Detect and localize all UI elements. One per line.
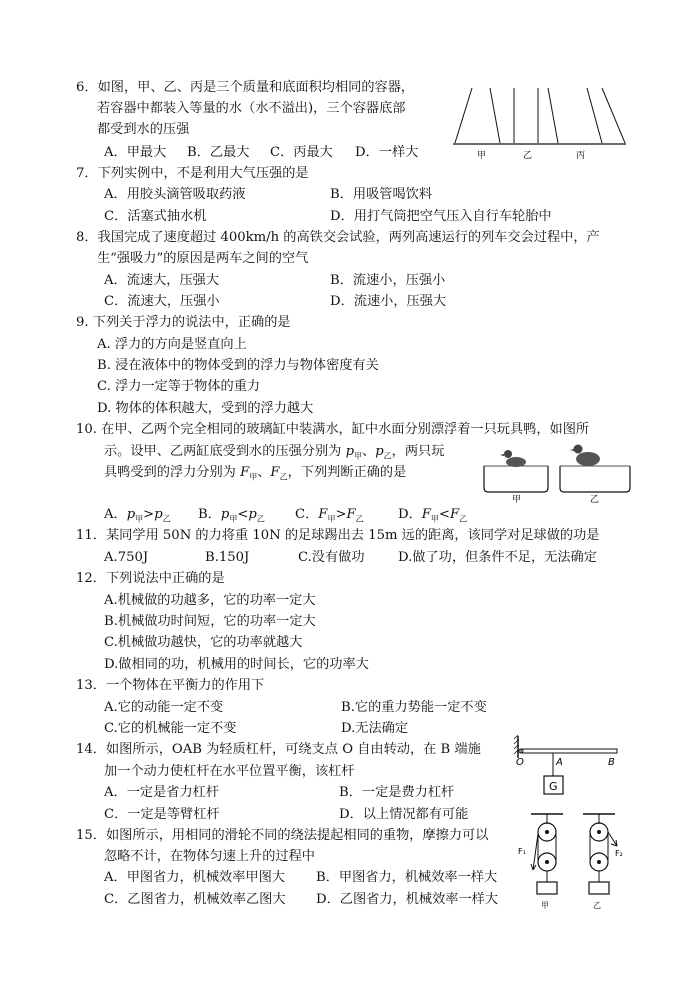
q11-option-a: A.750J [104, 550, 149, 565]
q6-fig-label-yi: 乙 [523, 151, 533, 161]
q6-option-c: C．丙最大 [270, 145, 333, 160]
duck-icon [500, 450, 526, 467]
q10-line3-tail: ，下列判断正确的是 [287, 465, 407, 480]
q15-fig-label-f2: F₂ [615, 849, 623, 858]
q14-fig-label-o: O [516, 757, 524, 768]
q14-line2: 加一个动力使杠杆在水平位置平衡，该杠杆 [104, 764, 355, 779]
q10-line1: 10. 在甲、乙两个完全相同的玻璃缸中装满水，缸中水面分别漂浮着一只玩具鸭，如图所 [76, 422, 590, 437]
q7-option-b: B．用吸管喝饮料 [330, 187, 433, 202]
subscript-yi: 乙 [459, 514, 468, 524]
q12-option-d: D.做相同的功，机械用的时间长，它的功率大 [104, 657, 369, 672]
q15-fig-label-yi: 乙 [593, 901, 601, 910]
q14-line1: 14．如图所示，OAB 为轻质杠杆，可绕支点 O 自由转动，在 B 端施 [76, 742, 481, 757]
q6-option-b: B．乙最大 [187, 145, 250, 160]
q14-fig-label-b: B [608, 757, 615, 768]
less-than-sign: < [438, 507, 450, 522]
q10-fig-label-jia: 甲 [512, 495, 522, 504]
q7-stem: 7．下列实例中，不是利用大气压强的是 [76, 166, 309, 181]
subscript-yi: 乙 [256, 514, 265, 524]
q10-option-a [104, 506, 171, 529]
q9-option-a: A. 浮力的方向是竖直向上 [97, 337, 247, 352]
q13-option-a: A.它的动能一定不变 [104, 700, 224, 715]
q12-option-a: A.机械做的功越多，它的功率一定大 [104, 593, 316, 608]
subscript-jia: 甲 [327, 514, 336, 524]
subscript-jia: 甲 [430, 514, 439, 524]
q6-line3: 都受到水的压强 [97, 122, 190, 137]
greater-than-sign: > [143, 507, 155, 522]
q13-option-c: C.它的机械能一定不变 [104, 721, 237, 736]
greater-than-sign: > [335, 507, 347, 522]
q8-option-b: B．流速小，压强小 [330, 273, 446, 288]
q15-option-c: C．乙图省力，机械效率乙图大 [104, 892, 286, 907]
q10-option-d [398, 506, 467, 529]
q6-option-d: D．一样大 [355, 145, 419, 160]
pressure-symbol: p [126, 507, 136, 522]
force-symbol: F [449, 507, 460, 522]
pressure-symbol: p [220, 507, 230, 522]
q13-option-b: B.它的重力势能一定不变 [341, 700, 487, 715]
pressure-symbol: p [375, 444, 384, 459]
q9-option-c: C. 浮力一定等于物体的重力 [97, 379, 261, 394]
q11-option-d: D.做了功，但条件不足，无法确定 [398, 550, 597, 565]
q15-option-a: A．甲图省力，机械效率甲图大 [104, 870, 285, 885]
option-letter: D． [398, 507, 422, 522]
subscript-jia: 甲 [249, 472, 258, 482]
q15-option-b: B．甲图省力，机械效率一样大 [316, 870, 498, 885]
q15-fig-label-f1: F₁ [518, 847, 526, 856]
q15-line1: 15．如图所示，用相同的滑轮不同的绕法提起相同的重物，摩擦力可以 [76, 828, 489, 843]
q15-pulley-figure [515, 812, 630, 918]
subscript-yi: 乙 [162, 514, 171, 524]
q7-option-a: A．用胶头滴管吸取药液 [104, 187, 246, 202]
q13-stem: 13．一个物体在平衡力的作用下 [76, 678, 265, 693]
q14-option-b: B．一定是费力杠杆 [339, 785, 455, 800]
q7-option-d: D．用打气筒把空气压入自行车轮胎中 [330, 209, 552, 224]
q10-ducks-figure [482, 444, 632, 504]
q6-line1: 6．如图，甲、乙、丙是三个质量和底面积均相同的容器， [76, 80, 415, 95]
q15-fig-label-jia: 甲 [541, 901, 549, 910]
q14-option-c: C．一定是等臂杠杆 [104, 807, 220, 822]
q12-stem: 12．下列说法中正确的是 [76, 571, 225, 586]
q10-line3 [104, 464, 406, 487]
q6-containers-figure [450, 82, 630, 164]
force-symbol: F [346, 507, 356, 522]
q11-stem: 11．某同学用 50N 的力将重 10N 的足球踢出去 15m 远的距离，该同学对足球做的功是 [76, 528, 600, 543]
less-than-sign: < [237, 507, 249, 522]
comma: 、 [362, 444, 376, 459]
subscript-jia: 甲 [229, 514, 238, 524]
option-letter: A． [104, 507, 127, 522]
q15-line2: 忽略不计，在物体匀速上升的过程中 [104, 849, 315, 864]
force-symbol: F [318, 507, 328, 522]
q10-fig-label-yi: 乙 [590, 495, 600, 504]
q15-option-d: D．乙图省力，机械效率一样大 [316, 892, 499, 907]
q12-option-c: C.机械做功越快，它的功率就越大 [104, 635, 303, 650]
subscript-jia: 甲 [354, 451, 363, 461]
option-letter: B． [198, 507, 221, 522]
q8-line1: 8．我国完成了速度超过 400km/h 的高铁交会试验，两列高速运行的列车交会过程中，产 [76, 230, 600, 245]
pressure-symbol: p [345, 444, 355, 459]
force-symbol: F [421, 507, 431, 522]
pressure-symbol: p [248, 507, 257, 522]
q13-option-d: D.无法确定 [341, 721, 409, 736]
q14-lever-figure [512, 734, 624, 806]
q8-option-c: C．流速大，压强小 [104, 294, 220, 309]
q6-line2: 若容器中都装入等量的水（水不溢出)，三个容器底部 [97, 101, 406, 116]
q7-option-c: C．活塞式抽水机 [104, 209, 207, 224]
q9-option-b: B. 浸在液体中的物体受到的浮力与物体密度有关 [97, 358, 379, 373]
q9-stem: 9. 下列关于浮力的说法中，正确的是 [76, 315, 291, 330]
pressure-symbol: p [154, 507, 163, 522]
q6-fig-label-bing: 丙 [576, 151, 586, 161]
q10-line2-tail: ，两只玩 [391, 444, 445, 459]
q12-option-b: B.机械做功时间短，它的功率一定大 [104, 614, 316, 629]
subscript-yi: 乙 [279, 472, 288, 482]
q6-option-a: A．甲最大 [104, 145, 167, 160]
duck-icon [570, 445, 600, 467]
subscript-jia: 甲 [135, 514, 144, 524]
q14-option-d: D．以上情况都有可能 [339, 807, 469, 822]
subscript-yi: 乙 [355, 514, 364, 524]
q10-line3-text: 具鸭受到的浮力分别为 [104, 465, 236, 480]
q8-option-d: D．流速小，压强大 [330, 294, 447, 309]
q11-option-c: C.没有做功 [298, 550, 365, 565]
option-letter: C． [295, 507, 319, 522]
q10-line2 [104, 443, 444, 466]
force-symbol: F [270, 465, 280, 480]
q14-option-a: A．一定是省力杠杆 [104, 785, 220, 800]
q10-line2-text: 示。设甲、乙两缸底受到水的压强分别为 [104, 444, 342, 459]
subscript-yi: 乙 [383, 451, 392, 461]
q9-option-d: D. 物体的体积越大，受到的浮力越大 [97, 401, 314, 416]
q10-option-b [198, 506, 265, 529]
q10-option-c [295, 506, 364, 529]
comma: 、 [257, 465, 271, 480]
q14-fig-label-g: G [549, 780, 558, 793]
force-symbol: F [240, 465, 250, 480]
q6-fig-label-jia: 甲 [477, 151, 487, 161]
q14-fig-label-a: A [556, 757, 563, 768]
q8-line2: 生“强吸力”的原因是两车之间的空气 [97, 251, 309, 266]
q11-option-b: B.150J [205, 550, 250, 565]
q8-option-a: A．流速大，压强大 [104, 273, 220, 288]
